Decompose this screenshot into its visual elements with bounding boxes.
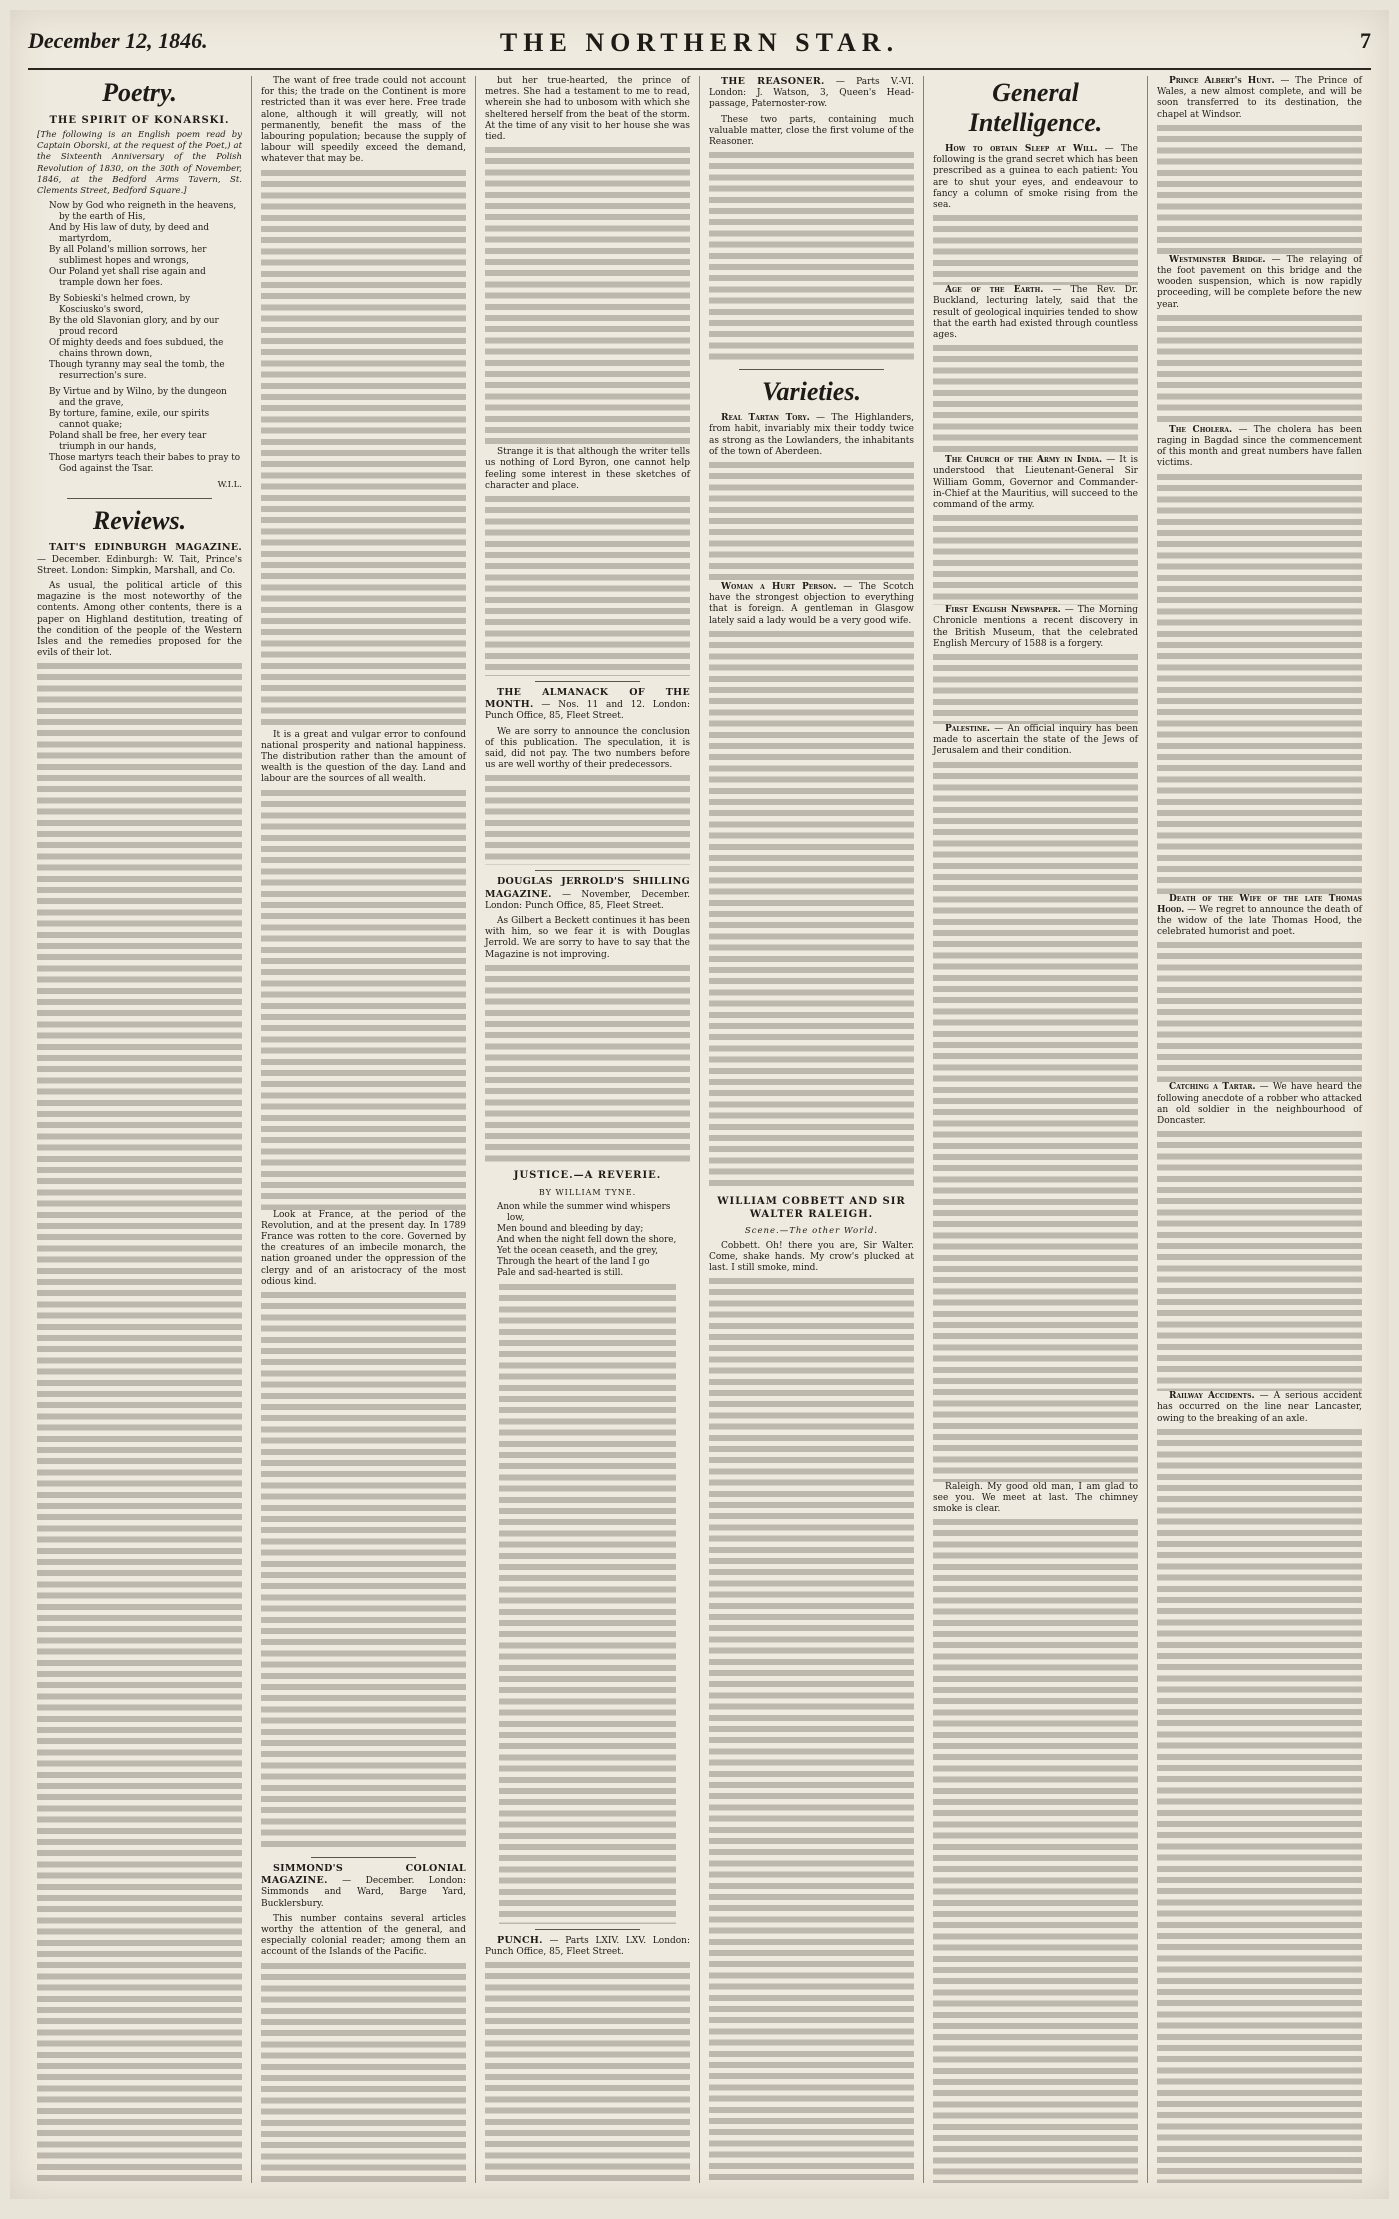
verse-line: Anon while the summer wind whispers low, bbox=[497, 1201, 671, 1223]
article-title: WILLIAM COBBETT AND SIR WALTER RALEIGH. bbox=[717, 1195, 906, 1220]
body-text-block bbox=[261, 790, 466, 1210]
review-title: TAIT'S EDINBURGH MAGAZINE. bbox=[49, 542, 242, 554]
news-item: The Cholera. — The cholera has been raging in Bagdad since the commencement of this month and great numbers have fallen victims. bbox=[1157, 424, 1362, 469]
article-body: The want of free trade could not account for this; the trade on the Continent is more restricted than it was ever here. Free trade alone, although it will greatly, will not permanently, benefit the mass of the labouring population; because the supply of labour will speedily exceed the demand, whatever that may be. bbox=[261, 76, 466, 165]
review-paragraph: THE REASONER. — Parts V.-VI. London: J. Watson, 3, Queen's Head-passage, Paternoster-row. bbox=[709, 76, 914, 110]
news-item: Death of the Wife of the late Thomas Hood. — We regret to announce the death of the widow of the late Thomas Hood, the celebrated humorist and poet. bbox=[1157, 893, 1362, 938]
news-body: The Prince of Wales, a new almost complete, and will be soon transferred to its destination, the chapel at Windsor. bbox=[1157, 76, 1362, 120]
body-text-block bbox=[709, 152, 914, 362]
news-item: First English Newspaper. — The Morning Chronicle mentions a recent discovery in the British Museum, that the celebrated English Mercury of 1588 is a forgery. bbox=[933, 605, 1138, 649]
body-text-block bbox=[933, 515, 1138, 605]
verse-line: Men bound and bleeding by day; bbox=[497, 1223, 644, 1234]
review-subtitle: Parts V.-VI. London: J. Watson, 3, Queen's Head-passage, Paternoster-row. bbox=[709, 77, 914, 110]
body-text-block bbox=[709, 1278, 914, 2183]
variety-heading: Woman a Hurt Person. bbox=[721, 582, 837, 593]
body-text-block bbox=[261, 1963, 466, 2183]
masthead bbox=[28, 18, 1371, 70]
review-title: PUNCH. bbox=[497, 1934, 543, 1946]
review-paragraph: TAIT'S EDINBURGH MAGAZINE. — December. Edinburgh: W. Tait, Prince's Street. London: Simpkin, Marshall, and Co. bbox=[37, 542, 242, 576]
verse-line: Those martyrs teach their babes to pray to God against the Tsar. bbox=[49, 453, 241, 475]
news-heading: Catching a Tartar. bbox=[1169, 1082, 1256, 1093]
news-heading: Westminster Bridge. bbox=[1169, 254, 1266, 265]
review-paragraph: DOUGLAS JERROLD'S SHILLING MAGAZINE. — November, December. London: Punch Office, 85, Fleet Street. bbox=[485, 876, 690, 911]
verse-line: Our Poland yet shall rise again and trample down her foes. bbox=[49, 267, 206, 289]
review-paragraph: THE ALMANACK OF THE MONTH. — Nos. 11 and 12. London: Punch Office, 85, Fleet Street. bbox=[485, 687, 690, 722]
news-body: The following is the grand secret which has been prescribed as a guinea to each patient: You are to shut your eyes, and endeavour to fancy a column of smoke rising from the sea. bbox=[933, 144, 1138, 211]
variety-body: The Scotch have the strongest objection to everything that is foreign. A gentleman in Glasgow lately said a lady would be a very good wife. bbox=[709, 582, 914, 626]
divider bbox=[311, 1857, 416, 1858]
news-body: An official inquiry has been made to ascertain the state of the Jews of Jerusalem and their condition. bbox=[933, 724, 1138, 757]
variety-body: The Highlanders, from habit, invariably mix their toddy twice as strong as the Lowlanders, the inhabitants of the town of Aberdeen. bbox=[709, 413, 914, 457]
review-body: These two parts, containing much valuable matter, close the first volume of the Reasoner. bbox=[709, 114, 914, 148]
column-6 bbox=[1147, 76, 1371, 2183]
news-item: Palestine. — An official inquiry has been made to ascertain the state of the Jews of Jerusalem and their condition. bbox=[933, 724, 1138, 757]
poem-stanza bbox=[485, 1202, 690, 1279]
news-body: We regret to announce the death of the widow of the late Thomas Hood, the celebrated humorist and poet. bbox=[1157, 904, 1362, 938]
newspaper-title: THE NORTHERN STAR. bbox=[499, 28, 900, 57]
review-title: DOUGLAS JERROLD'S SHILLING MAGAZINE. bbox=[485, 876, 690, 900]
news-item: Age of the Earth. — The Rev. Dr. Buckland, lecturing lately, said that the result of geological inquiries tended to show that the earth had existed through countless ages. bbox=[933, 285, 1139, 341]
news-item: Prince Albert's Hunt. — The Prince of Wales, a new almost complete, and will be soon transferred to its destination, the chapel at Windsor. bbox=[1157, 76, 1362, 120]
verse-line: By Virtue and by Wilno, by the dungeon and the grave, bbox=[49, 387, 227, 409]
columns bbox=[28, 76, 1371, 2183]
review-title: THE ALMANACK OF THE MONTH. bbox=[485, 687, 690, 711]
body-text-block bbox=[485, 965, 690, 1165]
article-body: Look at France, at the period of the Revolution, and at the present day. In 1789 France was rotten to the core. Governed by the creatures of an imbecile monarch, the nation groaned under the oppression of the clergy and of an aristocracy of the most odious kind. bbox=[261, 1209, 466, 1287]
review-title: SIMMOND'S COLONIAL MAGAZINE. bbox=[261, 1863, 466, 1887]
poem-byline: BY WILLIAM TYNE. bbox=[538, 1187, 637, 1197]
news-heading: How to obtain Sleep at Will. bbox=[945, 144, 1098, 154]
body-text-block bbox=[485, 775, 690, 865]
verse-line: And by His law of duty, by deed and martyrdom, bbox=[49, 223, 210, 245]
news-body: The relaying of the foot pavement on this bridge and the wooden suspension, which is now rapidly proceeding, will be complete before the new year. bbox=[1157, 254, 1362, 310]
divider bbox=[739, 369, 884, 370]
review-paragraph: SIMMOND'S COLONIAL MAGAZINE. — December. London: Simmonds and Ward, Barge Yard, Bucklersbury. bbox=[261, 1863, 466, 1909]
news-item: How to obtain Sleep at Will. — The following is the grand secret which has been prescribed as a guinea to each patient: You are to shut your eyes, and endeavour to fancy a column of smoke rising from the sea. bbox=[933, 144, 1138, 211]
review-paragraph: PUNCH. — Parts LXIV. LXV. London: Punch Office, 85, Fleet Street. bbox=[485, 1934, 690, 1958]
verse-line: Pale and sad-hearted is still. bbox=[497, 1267, 624, 1278]
body-text-block bbox=[485, 1962, 690, 2183]
variety-heading: Real Tartan Tory. bbox=[721, 413, 810, 424]
verse-line: By the old Slavonian glory, and by our proud record bbox=[49, 316, 219, 338]
news-item: Catching a Tartar. — We have heard the following anecdote of a robber who attacked an old soldier in the neighbourhood of Doncaster. bbox=[1157, 1082, 1362, 1127]
review-subtitle: December. London: Simmonds and Ward, Barge Yard, Bucklersbury. bbox=[261, 1876, 466, 1909]
news-heading: First English Newspaper. bbox=[945, 605, 1061, 616]
body-text-block bbox=[1157, 1429, 1362, 2183]
article-body: but her true-hearted, the prince of metres. She had a testament to me to read, wherein she had to unbosom with which she sheltered herself from the beat of the storm. At the time of any visit to her house she was tied. bbox=[485, 76, 690, 143]
article-body: It is a great and vulgar error to confound national prosperity and national happiness. The distribution rather than the amount of wealth is the question of the day. Land and labour are the sources of all wealth. bbox=[261, 729, 466, 785]
body-text-block bbox=[1157, 1131, 1362, 1391]
verse-line: Now by God who reigneth in the heavens, by the earth of His, bbox=[49, 201, 237, 223]
verse-line: By torture, famine, exile, our spirits cannot quake; bbox=[49, 409, 210, 431]
article-subtitle: Scene.—The other World. bbox=[744, 1225, 879, 1236]
body-text-block bbox=[1157, 125, 1362, 255]
column-4 bbox=[699, 76, 923, 2183]
body-text-block bbox=[1157, 942, 1362, 1082]
section-heading-reviews: Reviews. bbox=[92, 506, 187, 536]
body-text-block bbox=[485, 147, 690, 447]
poem-stanza-1 bbox=[37, 201, 242, 289]
divider bbox=[535, 870, 640, 871]
news-heading: Prince Albert's Hunt. bbox=[1169, 76, 1275, 86]
variety-item: Woman a Hurt Person. — The Scotch have the strongest objection to everything that is foreign. A gentleman in Glasgow lately said a lady would be a very good wife. bbox=[709, 582, 914, 626]
verse-block bbox=[499, 1284, 676, 1924]
news-heading: Death of the Wife of the late Thomas Hood. bbox=[1157, 893, 1362, 915]
page-number: 7 bbox=[1360, 28, 1371, 53]
news-heading: Palestine. bbox=[945, 724, 991, 735]
body-text-block bbox=[933, 345, 1138, 455]
divider bbox=[67, 498, 212, 499]
verse-line: Though tyranny may seal the tomb, the resurrection's sure. bbox=[49, 360, 225, 382]
review-subtitle: November, December. London: Punch Office, 85, Fleet Street. bbox=[485, 889, 690, 911]
body-text-block bbox=[933, 762, 1138, 1482]
divider bbox=[535, 1929, 640, 1930]
review-subtitle: December. Edinburgh: W. Tait, Prince's Street. London: Simpkin, Marshall, and Co. bbox=[37, 554, 242, 576]
issue-date: December 12, 1846. bbox=[28, 28, 208, 53]
body-text-block bbox=[261, 170, 466, 730]
news-heading: Railway Accidents. bbox=[1169, 1391, 1255, 1402]
body-text-block bbox=[709, 631, 914, 1191]
article-body: Cobbett. Oh! there you are, Sir Walter. Come, shake hands. My crow's plucked at last. I still smoke, mind. bbox=[709, 1240, 914, 1274]
poem-stanza-3 bbox=[37, 387, 242, 475]
verse-line: By Sobieski's helmed crown, by Kosciusko's sword, bbox=[49, 294, 191, 316]
news-body: It is understood that Lieutenant-General Sir William Gomm, Governor and Commander-in-Chief at the Mauritius, will succeed to the command of the army. bbox=[933, 455, 1139, 511]
review-title: THE REASONER. bbox=[721, 76, 825, 87]
news-body: The cholera has been raging in Bagdad since the commencement of this month and great numbers have fallen victims. bbox=[1157, 424, 1362, 469]
divider bbox=[535, 681, 640, 682]
section-heading-poetry: Poetry. bbox=[102, 78, 177, 107]
variety-item: Real Tartan Tory. — The Highlanders, from habit, invariably mix their toddy twice as strong as the Lowlanders, the inhabitants of the town of Aberdeen. bbox=[709, 413, 914, 457]
body-text-block bbox=[37, 663, 242, 2183]
column-1 bbox=[28, 76, 251, 2183]
article-body: Raleigh. My good old man, I am glad to see you. We meet at last. The chimney smoke is clear. bbox=[933, 1481, 1138, 1515]
news-body: The Morning Chronicle mentions a recent discovery in the British Museum, that the celebrated English Mercury of 1588 is a forgery. bbox=[933, 605, 1138, 649]
review-body: As Gilbert a Beckett continues it has been with him, so we fear it is with Douglas Jerrold. We are sorry to have to say that the Magazine is not improving. bbox=[485, 916, 690, 960]
poem-note: [The following is an English poem read by Captain Oborski, at the request of the Poet,) at the Sixteenth Anniversary of the Polish Revolution of 1830, on the 30th of November, 1846, at the Bedford Arms Tavern, St. Clements Street, Bedford Square.] bbox=[37, 130, 242, 197]
body-text-block bbox=[933, 654, 1138, 724]
body-text-block bbox=[933, 215, 1138, 285]
verse-line: Through the heart of the land I go bbox=[497, 1256, 650, 1267]
body-text-block bbox=[709, 462, 914, 582]
section-heading-varieties: Varieties. bbox=[762, 377, 861, 407]
verse-line: And when the night fell down the shore, bbox=[497, 1234, 677, 1245]
column-5 bbox=[923, 76, 1147, 2183]
article-body: Strange it is that although the writer tells us nothing of Lord Byron, one cannot help feeling some interest in these sketches of character and place. bbox=[485, 447, 690, 491]
review-subtitle: Nos. 11 and 12. London: Punch Office, 85, Fleet Street. bbox=[485, 700, 690, 722]
column-2 bbox=[251, 76, 475, 2183]
newspaper-page bbox=[10, 10, 1389, 2199]
review-body: This number contains several articles worthy the attention of the general, and especially colonial reader; among them an account of the Islands of the Pacific. bbox=[261, 1913, 466, 1958]
news-heading: The Church of the Army in India. bbox=[945, 455, 1103, 466]
verse-line: Of mighty deeds and foes subdued, the chains thrown down, bbox=[49, 338, 224, 360]
review-body: We are sorry to announce the conclusion of this publication. The speculation, it is said, did not pay. The two numbers before us are well worthy of their predecessors. bbox=[485, 726, 690, 771]
news-body: A serious accident has occurred on the line near Lancaster, owing to the breaking of an axle. bbox=[1157, 1391, 1362, 1424]
news-body: We have heard the following anecdote of a robber who attacked an old soldier in the neighbourhood of Doncaster. bbox=[1157, 1082, 1362, 1127]
body-text-block bbox=[485, 496, 690, 676]
poem-signature: W.I.L. bbox=[217, 480, 242, 491]
body-text-block bbox=[1157, 315, 1362, 425]
review-body: As usual, the political article of this magazine is the most noteworthy of the contents. Among other contents, there is a paper on Highland destitution, treating of the condition of the people of the Western Isles and the remedies proposed for the evils of their lot. bbox=[37, 581, 242, 659]
review-subtitle: Parts LXIV. LXV. London: Punch Office, 85, Fleet Street. bbox=[485, 1935, 690, 1958]
news-item: Railway Accidents. — A serious accident has occurred on the line near Lancaster, owing to the breaking of an axle. bbox=[1157, 1391, 1362, 1424]
poem-title: THE SPIRIT OF KONARSKI. bbox=[49, 115, 230, 126]
verse-line: By all Poland's million sorrows, her sublimest hopes and wrongs, bbox=[49, 245, 207, 267]
poem-stanza-2 bbox=[37, 294, 242, 382]
news-body: The Rev. Dr. Buckland, lecturing lately, said that the result of geological inquiries tended to show that the earth had existed through countless ages. bbox=[933, 285, 1139, 341]
news-item: The Church of the Army in India. — It is understood that Lieutenant-General Sir William Gomm, Governor and Commander-in-Chief at the Mauritius, will succeed to the command of the army. bbox=[933, 455, 1139, 511]
verse-line: Yet the ocean ceaseth, and the grey, bbox=[497, 1245, 658, 1256]
body-text-block bbox=[261, 1292, 466, 1852]
news-heading: Age of the Earth. bbox=[945, 285, 1044, 296]
section-heading-general-intelligence: General Intelligence. bbox=[968, 78, 1103, 137]
news-heading: The Cholera. bbox=[1169, 424, 1233, 435]
column-3 bbox=[475, 76, 699, 2183]
news-item: Westminster Bridge. — The relaying of the foot pavement on this bridge and the wooden suspension, which is now rapidly proceeding, will be complete before the new year. bbox=[1157, 254, 1362, 310]
poem-title: JUSTICE.—A REVERIE. bbox=[513, 1169, 662, 1181]
body-text-block bbox=[1157, 474, 1362, 894]
verse-line: Poland shall be free, her every tear triumph in our hands, bbox=[49, 431, 207, 453]
body-text-block bbox=[933, 1519, 1138, 2183]
